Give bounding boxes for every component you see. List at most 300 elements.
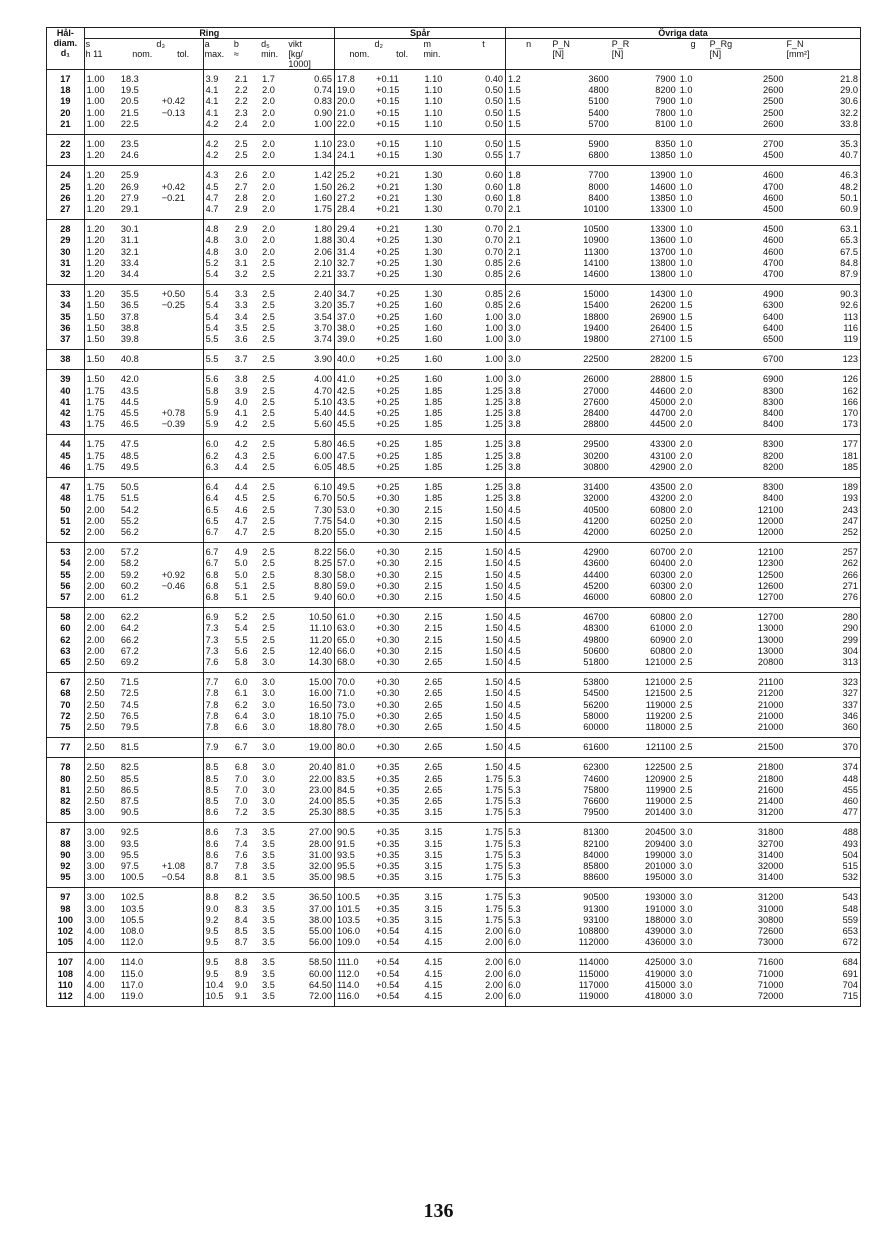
table-cell: 26200 [650,300,676,311]
table-cell: +0.30 [376,580,400,591]
table-cell: 488 [842,827,858,838]
table-cell: 27600 [583,396,609,407]
table-cell: 119000 [645,795,676,806]
table-cell: 87.5 [120,795,139,806]
table-cell: 3.5 [262,903,275,914]
table-cell: 3.9 [203,70,233,86]
table-row [47,823,860,839]
table-cell: 3.0 [262,795,275,806]
cell-d1: 56 [60,580,71,591]
table-cell: +0.15 [376,150,400,161]
table-cell: 684 [842,957,858,968]
header-weight: vikt [kg/ 1000] [287,39,334,70]
table-cell: 21.8 [840,74,858,84]
table-cell: 35.7 [334,300,374,311]
table-cell: 2.1 [505,220,551,236]
table-cell: 1.0 [679,246,693,257]
table-cell: 2.00 [84,581,119,592]
table-cell: 58.2 [120,558,139,569]
table-cell: 3.0 [679,892,693,903]
table-cell: 60.2 [120,580,139,591]
table-cell: 1.00 [84,96,119,107]
table-cell: 193000 [645,892,676,903]
table-cell: 21500 [757,742,784,753]
table-cell: 4.00 [314,374,332,385]
table-cell: 4.15 [424,926,443,936]
table-cell: 2.15 [424,558,443,569]
table-cell: 181 [842,450,858,461]
table-cell: 1.00 [485,334,503,345]
table-cell: +0.35 [376,914,400,925]
table-cell: 4.2 [203,135,233,151]
table-cell: 20800 [757,656,784,667]
table-cell: 7.0 [234,784,248,795]
table-cell: 21.5 [120,107,139,118]
table-cell: 1.50 [485,645,503,656]
table-cell: 14600 [583,269,609,280]
table-cell: 48.2 [840,181,858,192]
table-row [47,350,860,370]
table-cell: +0.25 [376,246,400,257]
table-cell: 8.5 [203,774,233,785]
table-cell: 58.50 [308,957,332,968]
table-cell: 0.50 [485,107,503,118]
row-group [47,166,860,220]
table-cell: 195000 [645,872,676,883]
table-cell: 1.75 [485,892,503,903]
row-group [47,285,860,350]
table-cell: +0.30 [376,699,400,710]
table-cell: 6.05 [314,461,332,472]
table-cell: 3.00 [84,888,119,904]
table-cell: 2.0 [679,396,693,407]
table-cell: 5.9 [203,408,233,419]
table-cell: 1.25 [485,396,503,407]
table-cell: 1.25 [485,450,503,461]
table-cell: 60.0 [334,592,374,608]
table-cell: 2.5 [679,699,693,710]
table-cell: 2.5 [679,773,693,784]
table-cell: 27000 [583,385,609,396]
table-cell: 2.0 [679,569,693,580]
cell-d1: 88 [60,838,71,849]
table-cell: 2.65 [424,762,443,773]
table-cell: 36.5 [120,300,139,311]
table-cell: 5.3 [505,785,551,796]
table-cell: 3.5 [262,838,275,849]
row-group [47,350,860,370]
table-cell: 2.00 [84,516,119,527]
table-cell: +0.25 [376,257,400,268]
table-cell: 2.00 [84,558,119,569]
table-cell: 2.0 [679,493,693,504]
table-cell: 3.0 [262,688,275,699]
table-row [47,623,860,634]
table-row [47,300,860,311]
table-cell: 3.0 [679,957,693,968]
table-cell: 1.85 [424,385,443,396]
table-cell: 73000 [757,937,784,948]
table-cell: 8.8 [203,888,233,904]
table-row [47,397,860,408]
table-cell: 12700 [757,612,784,623]
table-row [47,758,860,774]
table-cell: 24.6 [120,150,139,161]
table-cell: 1.75 [84,386,119,397]
table-cell: 1.5 [679,322,693,333]
table-cell: 2.15 [424,591,443,602]
table-cell: 60400 [650,558,676,569]
table-cell: 36.50 [308,892,332,903]
table-cell: 1.10 [424,107,443,118]
table-cell: 4600 [763,170,784,181]
table-cell: 415000 [645,979,676,990]
table-cell: 6.0 [505,937,551,953]
table-cell: 1.60 [424,374,443,385]
table-cell: 3.5 [262,914,275,925]
table-cell: 2.5 [679,742,693,753]
table-cell: 2.1 [505,235,551,246]
table-cell: 3.0 [262,773,275,784]
table-cell: 4500 [763,224,784,235]
table-cell: 8.20 [314,526,332,537]
table-row [47,108,860,119]
table-cell: 31400 [583,482,609,493]
table-cell: 12000 [757,515,784,526]
table-cell: 5.5 [203,334,233,350]
table-cell: 1.75 [485,827,503,838]
table-cell: 2.5 [679,656,693,667]
table-cell: 1.10 [424,96,443,107]
table-row [47,839,860,850]
table-cell: 2.0 [679,515,693,526]
table-cell: 3.0 [679,968,693,979]
table-cell: 201400 [645,807,676,818]
table-cell: 418000 [645,991,676,1002]
table-cell: 9.5 [203,937,233,953]
table-cell: 49.5 [120,461,139,472]
table-cell: 1.25 [485,493,503,504]
table-cell: 93100 [583,914,609,925]
table-cell: +0.25 [376,300,400,311]
table-cell: 0.70 [485,224,503,235]
table-cell: 5.5 [203,350,233,370]
table-cell: 504 [842,849,858,860]
table-cell: 21100 [758,677,784,688]
table-cell: 84.5 [334,785,374,796]
table-cell: 3.8 [234,374,248,385]
table-cell: 8.5 [203,785,233,796]
table-cell: 2.5 [679,688,693,699]
table-cell: 75.0 [334,711,374,722]
table-cell: 1.80 [314,224,332,235]
table-cell: 23.5 [120,139,139,150]
table-cell: 1.30 [424,257,443,268]
table-cell: 114.0 [334,980,374,991]
table-cell: +0.25 [376,461,400,472]
table-cell: 60700 [650,547,676,558]
table-cell: 1.75 [485,860,503,871]
table-cell: 66.0 [334,646,374,657]
table-cell: 1.50 [84,300,119,311]
table-cell: 6.0 [234,677,248,688]
table-cell: 109.0 [334,937,374,953]
table-cell: 7.8 [234,860,248,871]
table-cell: 8.25 [314,558,332,569]
table-cell: 58.0 [334,570,374,581]
table-cell: 3.0 [505,370,551,386]
table-cell: 1.5 [679,354,693,365]
table-cell: 493 [842,838,858,849]
table-cell: 532 [842,872,858,883]
table-cell: 9.2 [203,915,233,926]
table-cell: 63.0 [334,623,374,634]
table-cell: 3.8 [505,462,551,478]
table-cell: 114.0 [120,957,144,968]
table-cell: 3.5 [262,807,275,818]
table-cell: 8100 [655,118,676,129]
header-t: t [462,39,505,70]
table-cell: 4.5 [505,516,551,527]
table-cell: 1.30 [424,170,443,181]
header-PN: P_N [N] [551,39,610,70]
table-cell: 4.5 [505,657,551,673]
table-cell: 18.10 [308,710,332,721]
table-cell: +0.25 [376,311,400,322]
table-cell: 3600 [588,74,609,84]
table-cell: 2.40 [314,289,332,300]
table-cell: 2.0 [262,107,275,118]
table-cell: 1.75 [84,397,119,408]
table-cell: 2.5 [262,322,275,333]
table-cell: 4.00 [84,991,119,1006]
table-cell: 4.5 [505,700,551,711]
table-cell: 1.50 [485,591,503,602]
cell-d1: 54 [60,558,71,569]
table-row [47,850,860,861]
table-cell: 116 [843,322,858,333]
table-cell: +0.25 [376,269,400,280]
table-row [47,722,860,738]
table-cell: 1.25 [485,419,503,430]
table-cell: 43100 [650,450,676,461]
table-cell: 4.8 [203,235,233,246]
cell-d1: 92 [60,860,71,871]
table-cell: 16.00 [308,688,332,699]
table-cell: 1.50 [485,515,503,526]
table-cell: 63.1 [840,224,858,235]
table-cell: 3.00 [84,807,119,823]
table-cell: 4.1 [203,108,233,119]
table-cell: 4500 [763,150,784,161]
header-PR: P_R [N] [611,39,678,70]
cell-d1: 30 [60,246,71,257]
table-cell: +0.25 [376,482,400,493]
table-cell: 257 [842,547,858,558]
table-cell: 2.0 [262,150,275,161]
header-m: m min. [422,39,462,70]
table-cell: 87.9 [840,269,858,280]
table-cell: 120900 [645,773,676,784]
table-cell: 2.15 [424,504,443,515]
table-cell: +0.30 [376,634,400,645]
table-cell: 9.5 [203,926,233,937]
table-row [47,673,860,689]
table-cell: 1.75 [485,773,503,784]
table-cell: 8300 [763,385,784,396]
table-row [47,991,860,1006]
table-cell: 189 [842,482,858,493]
table-cell: 6.00 [314,450,332,461]
table-cell: 5700 [588,118,609,129]
table-cell: 4.7 [203,204,233,220]
table-cell: 1.75 [84,493,119,504]
table-cell: 34.4 [120,269,139,280]
table-cell: 90.5 [334,823,374,839]
table-cell: 0.74 [314,85,332,96]
table-cell: 7.0 [234,795,248,806]
table-cell: 122500 [645,762,676,773]
table-cell: 10.50 [308,612,332,623]
table-cell: 44600 [650,385,676,396]
table-cell: 1.00 [84,135,119,151]
table-cell: 439000 [645,926,676,936]
table-cell: 118000 [645,721,676,732]
table-cell: 2.0 [679,439,693,450]
table-cell: 6.0 [505,969,551,980]
table-cell: 2.5 [262,504,275,515]
table-cell: 1.50 [485,569,503,580]
cell-d1: 51 [60,515,71,526]
table-cell: 715 [842,991,858,1002]
table-cell: +0.25 [376,334,400,345]
table-cell: 6500 [763,334,784,345]
table-cell: 13700 [650,246,676,257]
table-cell: 1.50 [84,350,119,370]
table-cell: 3.15 [424,914,443,925]
table-cell: 1.50 [485,688,503,699]
table-cell: 691 [842,968,858,979]
table-cell: 1.75 [485,784,503,795]
row-group [47,220,860,285]
table-cell: 8300 [763,482,784,493]
table-cell: 8.8 [234,957,248,968]
table-cell: 4.5 [505,581,551,592]
table-cell: 95.5 [120,849,139,860]
table-cell: 5.3 [505,823,551,839]
table-cell: 46700 [583,612,609,623]
cell-d1: 34 [60,300,71,311]
table-cell: 69.2 [120,656,139,667]
table-cell: 44500 [650,419,676,430]
table-cell: 2.50 [84,758,119,774]
table-cell: +0.30 [376,623,400,634]
table-cell: 1.30 [424,204,443,215]
table-cell: 1.00 [84,85,119,96]
table-cell: 73.0 [334,700,374,711]
table-cell: 2.6 [505,269,551,285]
table-cell [160,980,203,991]
table-cell: +0.42 [161,96,185,107]
table-cell: 29.0 [840,85,858,96]
table-cell: 5.6 [203,370,233,386]
table-cell: 170 [842,408,858,419]
table-row [47,269,860,285]
table-cell: 1.5 [505,108,551,119]
table-cell: 55.00 [308,926,332,936]
table-cell: 81.5 [120,742,139,753]
table-row [47,635,860,646]
table-cell: 3.00 [84,823,119,839]
table-cell: 3.0 [679,937,693,948]
table-cell: 4.7 [234,526,248,537]
table-cell: 11300 [583,246,609,257]
table-cell: 4.5 [505,558,551,569]
table-row [47,334,860,350]
table-cell: 2.0 [679,634,693,645]
table-cell: 2.50 [84,657,119,673]
table-cell: 2.5 [262,461,275,472]
table-cell: 67.2 [120,645,139,656]
table-row [47,608,860,624]
table-cell: 56.00 [308,937,332,948]
table-cell: 7.8 [203,700,233,711]
table-cell: 47.5 [334,451,374,462]
table-cell: 5.3 [505,861,551,872]
table-cell: 3.5 [262,926,275,936]
table-cell: 4.15 [424,991,443,1002]
table-cell: 3.5 [262,892,275,903]
table-cell: 2700 [763,139,784,150]
table-cell: 2.15 [424,569,443,580]
table-cell: 14600 [650,181,676,192]
table-cell: 32.1 [120,246,139,257]
table-cell [160,119,203,135]
cell-d1: 57 [60,591,71,602]
table-cell: 2.5 [679,795,693,806]
table-cell: 5.4 [203,269,233,285]
table-cell: 2.15 [424,645,443,656]
table-cell: 41200 [583,515,609,526]
table-cell: 21200 [757,688,784,699]
table-cell: +0.30 [376,656,400,667]
table-cell: 1.25 [485,408,503,419]
table-row [47,285,860,301]
table-cell: 81.0 [334,758,374,774]
table-cell: 199000 [645,849,676,860]
table-cell: 2.0 [679,482,693,493]
table-cell: +0.78 [161,408,185,419]
table-cell: 4.1 [203,96,233,107]
cell-d1: 58 [60,612,71,623]
table-cell: 6.0 [505,980,551,991]
table-cell: 1.7 [505,150,551,166]
table-cell: 25.30 [308,807,332,818]
table-cell: 31200 [757,807,784,818]
table-cell: 3.0 [262,762,275,773]
table-cell: 56.0 [334,543,374,559]
table-cell: 32000 [757,860,784,871]
table-cell: 1.8 [505,166,551,182]
table-cell: 4.5 [505,673,551,689]
table-cell: 22.00 [308,773,332,784]
table-cell: 40.8 [120,354,139,365]
table-cell: +0.30 [376,645,400,656]
table-cell: 90.5 [120,807,139,818]
table-cell [160,823,203,839]
table-cell: +0.25 [376,419,400,430]
table-cell: 61.0 [334,608,374,624]
